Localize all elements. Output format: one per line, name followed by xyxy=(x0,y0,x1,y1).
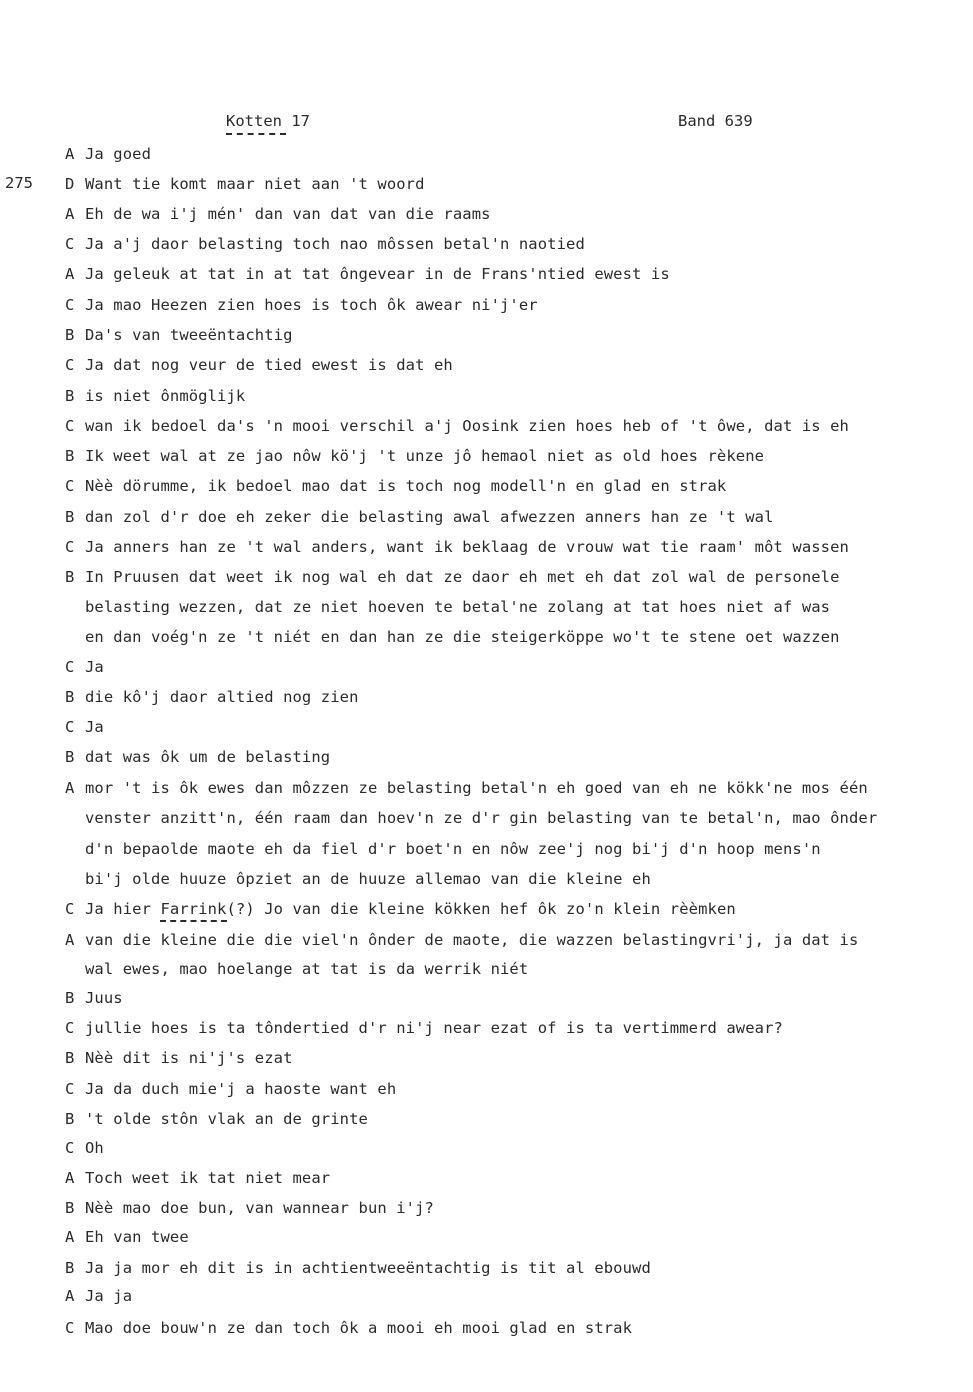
transcript-line xyxy=(65,355,453,375)
line-text: (?) Jo van die kleine kökken hef ôk zo'n klein rèèmken xyxy=(226,900,736,918)
line-text: Ja ja mor eh dit is in achtientweeëntachtig is tit al ebouwd xyxy=(85,1259,651,1277)
line-text: Ja xyxy=(85,658,104,676)
speaker-label: C xyxy=(65,538,75,556)
speaker-label: C xyxy=(65,417,75,435)
speaker-label: A xyxy=(65,265,75,283)
transcript-line xyxy=(65,717,104,737)
transcript-line xyxy=(85,627,840,647)
transcript-line xyxy=(65,747,330,767)
transcript-line xyxy=(65,144,151,164)
transcript-line xyxy=(65,1227,189,1247)
line-text: Ja goed xyxy=(85,145,152,163)
line-text: Ja hier xyxy=(85,900,161,918)
speaker-label: B xyxy=(65,748,75,766)
line-text: mor 't is ôk ewes dan môzzen ze belasting betal'n eh goed van eh ne kökk'ne mos één xyxy=(85,779,868,797)
transcript-line xyxy=(65,687,359,707)
transcript-line xyxy=(65,778,868,798)
line-text: Oh xyxy=(85,1139,104,1157)
speaker-label: A xyxy=(65,145,75,163)
transcript-line xyxy=(65,507,774,527)
line-text: venster anzitt'n, één raam dan hoev'n ze d'r gin belasting van te betal'n, mao ônder xyxy=(85,809,878,827)
line-text: Ik weet wal at ze jao nôw kö'j 't unze jô hemaol niet as old hoes rèkene xyxy=(85,447,765,465)
speaker-label: C xyxy=(65,235,75,253)
speaker-label: B xyxy=(65,1110,75,1128)
speaker-label: B xyxy=(65,688,75,706)
line-text: Ja a'j daor belasting toch nao môssen betal'n naotied xyxy=(85,235,585,253)
speaker-label: C xyxy=(65,1019,75,1037)
transcript-line xyxy=(65,476,726,496)
line-text: Da's van tweeëntachtig xyxy=(85,326,293,344)
transcript-line xyxy=(85,597,830,617)
speaker-label: A xyxy=(65,931,75,949)
speaker-label: A xyxy=(65,205,75,223)
line-text: Ja mao Heezen zien hoes is toch ôk awear ni'j'er xyxy=(85,296,538,314)
line-text: belasting wezzen, dat ze niet hoeven te betal'ne zolang at tat hoes niet af was xyxy=(85,598,831,616)
line-text: In Pruusen dat weet ik nog wal eh dat ze daor eh met eh dat zol wal de personele xyxy=(85,568,840,586)
transcript-line xyxy=(65,1079,396,1099)
line-text: Eh de wa i'j mén' dan van dat van die raams xyxy=(85,205,491,223)
line-text: wal ewes, mao hoelange at tat is da werrik niét xyxy=(85,960,529,978)
speaker-label: C xyxy=(65,477,75,495)
speaker-label: C xyxy=(65,658,75,676)
transcript-line xyxy=(65,174,425,194)
transcript-line xyxy=(85,839,821,859)
speaker-label: C xyxy=(65,296,75,314)
speaker-label: B xyxy=(65,447,75,465)
speaker-label: C xyxy=(65,1319,75,1337)
transcript-line xyxy=(65,325,293,345)
speaker-label: C xyxy=(65,718,75,736)
line-text: d'n bepaolde maote eh da fiel d'r boet'n en nôw zee'j nog bi'j d'n hoop mens'n xyxy=(85,840,821,858)
line-text: dat was ôk um de belasting xyxy=(85,748,331,766)
line-text: Toch weet ik tat niet mear xyxy=(85,1169,331,1187)
line-text: van die kleine die die viel'n ônder de maote, die wazzen belastingvri'j, ja dat is xyxy=(85,931,859,949)
transcript-line xyxy=(65,416,849,436)
speaker-label: A xyxy=(65,1169,75,1187)
line-text: Juus xyxy=(85,989,123,1007)
transcript-line xyxy=(65,988,123,1008)
speaker-label: B xyxy=(65,568,75,586)
line-text: Ja dat nog veur de tied ewest is dat eh xyxy=(85,356,453,374)
speaker-label: D xyxy=(65,175,75,193)
band-label: Band 639 xyxy=(678,112,753,130)
transcript-line xyxy=(65,1286,132,1306)
speaker-label: A xyxy=(65,1287,75,1305)
transcript-line xyxy=(65,204,491,224)
transcript-line xyxy=(65,1109,368,1129)
speaker-label: A xyxy=(65,1228,75,1246)
speaker-label: C xyxy=(65,900,75,918)
line-text: wan ik bedoel da's 'n mooi verschil a'j Oosink zien hoes heb of 't ôwe, dat is eh xyxy=(85,417,849,435)
line-text: die kô'j daor altied nog zien xyxy=(85,688,359,706)
transcript-line xyxy=(65,386,245,406)
transcript-line xyxy=(65,537,849,557)
line-text: Nèè mao doe bun, van wannear bun i'j? xyxy=(85,1199,434,1217)
transcript-line xyxy=(65,1138,104,1158)
line-text: Ja geleuk at tat in at tat ôngevear in de Frans'ntied ewest is xyxy=(85,265,670,283)
speaker-label: B xyxy=(65,989,75,1007)
page-title: Kotten 17 xyxy=(226,112,310,130)
transcript-line xyxy=(85,808,877,828)
transcript-line xyxy=(65,1198,434,1218)
line-text: 't olde stôn vlak an de grinte xyxy=(85,1110,368,1128)
line-text: Eh van twee xyxy=(85,1228,189,1246)
transcript-line xyxy=(65,234,585,254)
speaker-label: B xyxy=(65,1049,75,1067)
line-text: jullie hoes is ta tôndertied d'r ni'j near ezat of is ta vertimmerd awear? xyxy=(85,1019,783,1037)
line-text: dan zol d'r doe eh zeker die belasting awal afwezzen anners han ze 't wal xyxy=(85,508,774,526)
speaker-label: C xyxy=(65,1139,75,1157)
line-text: Nèè dörumme, ik bedoel mao dat is toch nog modell'n en glad en strak xyxy=(85,477,727,495)
line-text: en dan voég'n ze 't niét en dan han ze die steigerköppe wo't te stene oet wazzen xyxy=(85,628,840,646)
speaker-label: B xyxy=(65,387,75,405)
speaker-label: B xyxy=(65,508,75,526)
underlined-name: Farrink xyxy=(160,900,227,918)
transcript-line xyxy=(65,1018,783,1038)
transcript-line xyxy=(65,930,858,950)
line-text: Nèè dit is ni'j's ezat xyxy=(85,1049,293,1067)
speaker-label: B xyxy=(65,326,75,344)
transcript-line xyxy=(65,295,538,315)
line-text: Want tie komt maar niet aan 't woord xyxy=(85,175,425,193)
speaker-label: B xyxy=(65,1259,75,1277)
transcript-line xyxy=(65,567,840,587)
title-underline xyxy=(226,133,286,135)
transcript-line xyxy=(85,869,651,889)
transcript-line xyxy=(65,446,764,466)
speaker-label: B xyxy=(65,1199,75,1217)
transcript-line xyxy=(65,899,736,919)
line-text: Mao doe bouw'n ze dan toch ôk a mooi eh mooi glad en strak xyxy=(85,1319,633,1337)
line-text: Ja ja xyxy=(85,1287,133,1305)
transcript-line xyxy=(85,959,528,979)
transcript-line xyxy=(65,1318,632,1338)
line-text: is niet ônmöglijk xyxy=(85,387,246,405)
transcript-line xyxy=(65,1168,330,1188)
transcript-line xyxy=(65,657,104,677)
speaker-label: C xyxy=(65,1080,75,1098)
line-text: Ja xyxy=(85,718,104,736)
line-text: Ja anners han ze 't wal anders, want ik beklaag de vrouw wat tie raam' môt wassen xyxy=(85,538,849,556)
line-text: Ja da duch mie'j a haoste want eh xyxy=(85,1080,397,1098)
transcript-line xyxy=(65,1258,651,1278)
line-number: 275 xyxy=(5,174,33,192)
transcript-line xyxy=(65,1048,293,1068)
transcript-line xyxy=(65,264,670,284)
line-text: bi'j olde huuze ôpziet an de huuze allemao van die kleine eh xyxy=(85,870,651,888)
speaker-label: C xyxy=(65,356,75,374)
speaker-label: A xyxy=(65,779,75,797)
